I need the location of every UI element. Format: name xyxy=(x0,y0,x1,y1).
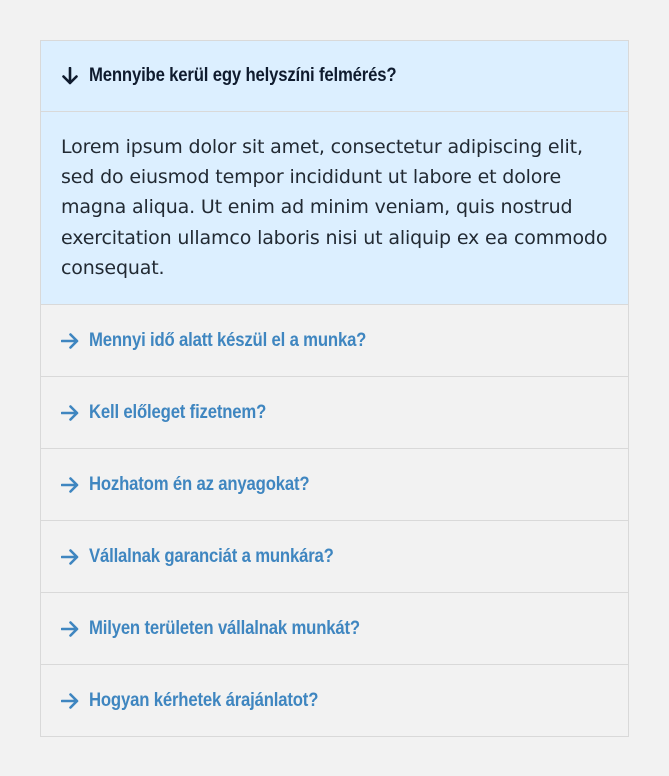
faq-item-duration xyxy=(41,305,628,377)
faq-header-survey-cost[interactable] xyxy=(41,41,628,112)
faq-item-warranty xyxy=(41,521,628,593)
faq-item-deposit xyxy=(41,377,628,449)
arrow-down-icon xyxy=(61,67,79,85)
faq-answer-text: Lorem ipsum dolor sit amet, consectetur adipiscing elit, sed do eiusmod tempor incididunt ut labore et dolore magna aliqua. Ut enim ad minim veniam, quis nostrud exercitation ullamco laboris nisi ut aliquip ex ea commodo consequat. xyxy=(61,136,608,279)
faq-question: Mennyi idő alatt készül el a munka? xyxy=(89,329,367,351)
faq-question: Kell előleget fizetnem? xyxy=(89,401,267,423)
faq-item-materials xyxy=(41,449,628,521)
faq-question: Milyen területen vállalnak munkát? xyxy=(89,617,360,639)
faq-header-area[interactable] xyxy=(41,593,628,664)
arrow-right-icon xyxy=(61,332,79,350)
arrow-right-icon xyxy=(61,476,79,494)
faq-header-materials[interactable] xyxy=(41,449,628,520)
faq-item-survey-cost xyxy=(41,41,628,305)
arrow-right-icon xyxy=(61,548,79,566)
faq-header-duration[interactable] xyxy=(41,305,628,376)
faq-question: Vállalnak garanciát a munkára? xyxy=(89,545,334,567)
faq-answer-panel xyxy=(41,112,628,304)
faq-question: Mennyibe kerül egy helyszíni felmérés? xyxy=(89,65,397,86)
faq-question: Hozhatom én az anyagokat? xyxy=(89,473,310,495)
faq-question: Hogyan kérhetek árajánlatot? xyxy=(89,689,319,711)
faq-accordion xyxy=(40,40,629,737)
faq-item-area xyxy=(41,593,628,665)
faq-header-quote[interactable] xyxy=(41,665,628,736)
faq-item-quote xyxy=(41,665,628,737)
arrow-right-icon xyxy=(61,620,79,638)
arrow-right-icon xyxy=(61,404,79,422)
faq-header-deposit[interactable] xyxy=(41,377,628,448)
arrow-right-icon xyxy=(61,692,79,710)
faq-header-warranty[interactable] xyxy=(41,521,628,592)
